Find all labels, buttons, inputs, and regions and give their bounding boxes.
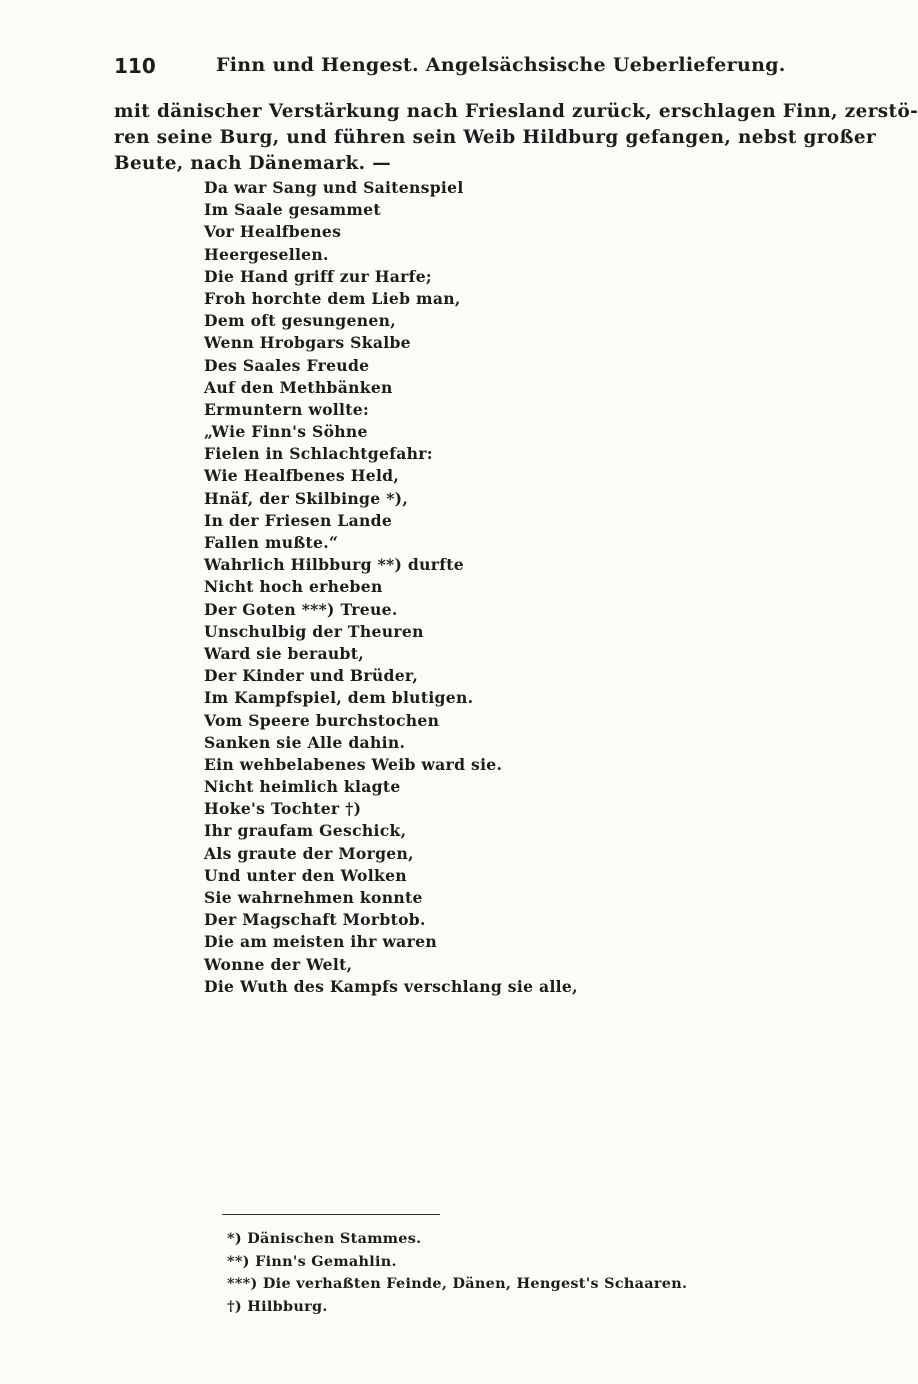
verse-line: Hnäf, der Skilbinge *),	[204, 488, 409, 508]
verse-line: Nicht heimlich klagte	[204, 777, 401, 797]
verse-line: Sie wahrnehmen konnte	[204, 888, 423, 907]
verse-line: Im Saale gesammet	[204, 200, 381, 220]
footnote-divider	[222, 1214, 440, 1215]
footnote: **) Finn's Gemahlin.	[227, 1252, 397, 1270]
verse-line: „Wie Finn's Söhne	[204, 422, 368, 442]
verse-line: Froh horchte dem Lieb man,	[204, 288, 461, 308]
verse-line: Fallen mußte.“	[204, 533, 339, 552]
footnote: †) Hilbburg.	[227, 1297, 328, 1315]
page-number: 110	[114, 54, 156, 78]
verse-line: Fielen in Schlachtgefahr:	[204, 444, 433, 464]
verse-line: Auf den Methbänken	[204, 377, 393, 397]
verse-line: In der Friesen Lande	[204, 510, 393, 530]
poem-verse	[204, 177, 674, 998]
page-header	[114, 54, 786, 84]
verse-line: Dem oft gesungenen,	[204, 311, 396, 331]
verse-line: Und unter den Wolken	[204, 865, 407, 885]
footnote: *) Dänischen Stammes.	[227, 1230, 422, 1247]
text-line: ren seine Burg, und führen sein Weib Hildburg gefangen, nebst großer	[114, 127, 877, 148]
verse-line: Die Wuth des Kampfs verschlang sie alle,	[204, 976, 578, 996]
verse-line: Wenn Hrobgars Skalbe	[204, 333, 411, 353]
verse-line: Sanken sie Alle dahin.	[204, 732, 406, 752]
verse-line: Als graute der Morgen,	[204, 843, 414, 863]
verse-line: Da war Sang und Saitenspiel	[204, 178, 464, 197]
verse-line: Vom Speere burchstochen	[204, 710, 440, 730]
verse-line: Der Goten ***) Treue.	[204, 599, 398, 619]
verse-line: Ein wehbelabenes Weib ward sie.	[204, 754, 503, 774]
running-title: Finn und Hengest. Angelsächsische Ueberlieferung.	[216, 54, 786, 76]
intro-paragraph	[114, 99, 918, 177]
verse-line: Wahrlich Hilbburg **) durfte	[204, 555, 465, 575]
verse-line: Ihr graufam Geschick,	[204, 821, 407, 841]
verse-line: Wonne der Welt,	[204, 954, 353, 974]
verse-line: Ermuntern wollte:	[204, 399, 370, 419]
verse-line: Ward sie beraubt,	[204, 643, 364, 663]
verse-line: Unschulbig der Theuren	[204, 621, 424, 641]
verse-line: Im Kampfspiel, dem blutigen.	[204, 688, 474, 708]
text-line: mit dänischer Verstärkung nach Friesland zurück, erschlagen Finn, zerstö-	[114, 101, 918, 122]
verse-line: Heergesellen.	[204, 244, 329, 264]
verse-line: Nicht hoch erheben	[204, 577, 383, 597]
verse-line: Der Magschaft Morbtob.	[204, 910, 426, 930]
footnote: ***) Die verhaßten Feinde, Dänen, Hengest's Schaaren.	[227, 1275, 688, 1292]
text-line: Beute, nach Dänemark. —	[114, 153, 392, 174]
verse-line: Wie Healfbenes Held,	[204, 466, 400, 486]
verse-line: Der Kinder und Brüder,	[204, 666, 419, 686]
verse-line: Des Saales Freude	[204, 355, 370, 375]
verse-line: Vor Healfbenes	[204, 222, 342, 242]
verse-line: Die Hand griff zur Harfe;	[204, 266, 432, 286]
footnotes	[227, 1228, 697, 1318]
verse-line: Die am meisten ihr waren	[204, 932, 437, 952]
verse-line: Hoke's Tochter †)	[204, 799, 362, 819]
